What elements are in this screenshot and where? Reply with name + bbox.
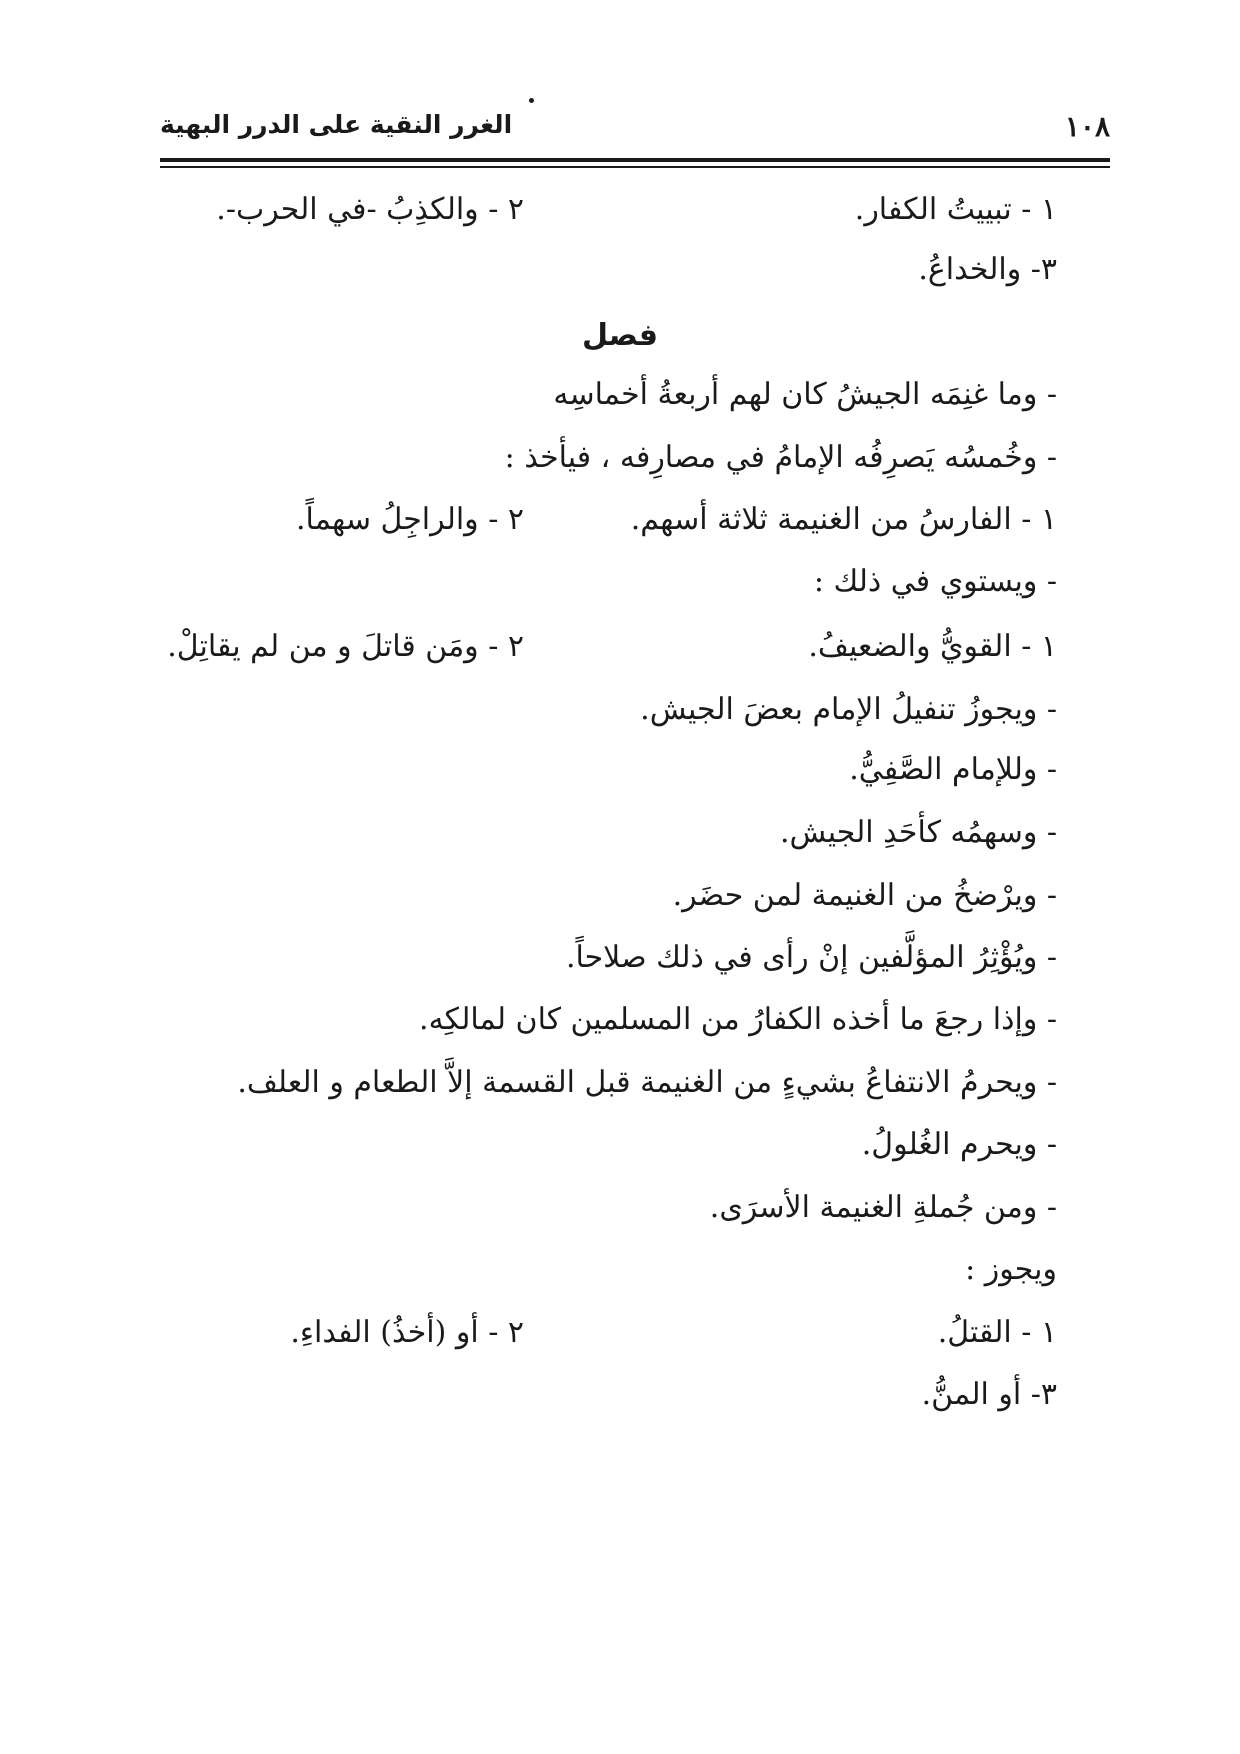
list-item-right: ٣- أو المنُّ. <box>921 1377 1057 1412</box>
paragraph: - ويحرم الغُلولُ. <box>861 1127 1057 1162</box>
page-header <box>160 110 1110 150</box>
list-item-right: ١ - القتلُ. <box>937 1315 1057 1350</box>
paragraph: - ويحرمُ الانتفاعُ بشيءٍ من الغنيمة قبل القسمة إلاَّ الطعام و العلف. <box>237 1065 1057 1100</box>
list-item-left: ٢ - والكذِبُ -في الحرب-. <box>216 192 524 227</box>
list-item-left: ٢ - والراجِلُ سهماً. <box>296 502 524 537</box>
header-dot <box>529 98 534 103</box>
paragraph: - وللإمام الصَّفِيُّ. <box>849 752 1057 787</box>
paragraph: - ويرْضخُ من الغنيمة لمن حضَر. <box>672 878 1057 913</box>
paragraph: - وخُمسُه يَصرِفُه الإمامُ في مصارِفه ، فيأخذ : <box>504 440 1057 475</box>
paragraph: - ويُؤْثِرُ المؤلَّفين إنْ رأى في ذلك صلاحاً. <box>565 940 1057 975</box>
page-number: ١٠٨ <box>1064 110 1110 143</box>
paragraph: - ويستوي في ذلك : <box>813 564 1057 599</box>
running-title: الغرر النقية على الدرر البهية <box>160 110 513 139</box>
header-rule-thick <box>160 158 1110 162</box>
paragraph: ويجوز : <box>965 1252 1057 1287</box>
list-item-right: ٣- والخداعُ. <box>918 252 1057 287</box>
paragraph: - ومن جُملةِ الغنيمة الأسرَى. <box>709 1190 1057 1225</box>
list-item-left: ٢ - ومَن قاتلَ و من لم يقاتِلْ. <box>167 629 524 664</box>
paragraph: - وإذا رجعَ ما أخذه الكفارُ من المسلمين كان لمالكِه. <box>419 1002 1057 1037</box>
section-heading: فصل <box>582 318 658 353</box>
header-rule-thin <box>160 166 1110 168</box>
list-item-left: ٢ - أو (أخذُ) الفداءِ. <box>290 1315 524 1350</box>
list-item-right: ١ - الفارسُ من الغنيمة ثلاثة أسهم. <box>630 502 1057 537</box>
paragraph: - وسهمُه كأحَدِ الجيش. <box>779 815 1057 850</box>
list-item-right: ١ - القويُّ والضعيفُ. <box>808 629 1057 664</box>
paragraph: - ويجوزُ تنفيلُ الإمام بعضَ الجيش. <box>640 692 1057 727</box>
list-item-right: ١ - تبييتُ الكفار. <box>854 192 1057 227</box>
paragraph: - وما غنِمَه الجيشُ كان لهم أربعةُ أخماسِه <box>553 377 1057 412</box>
